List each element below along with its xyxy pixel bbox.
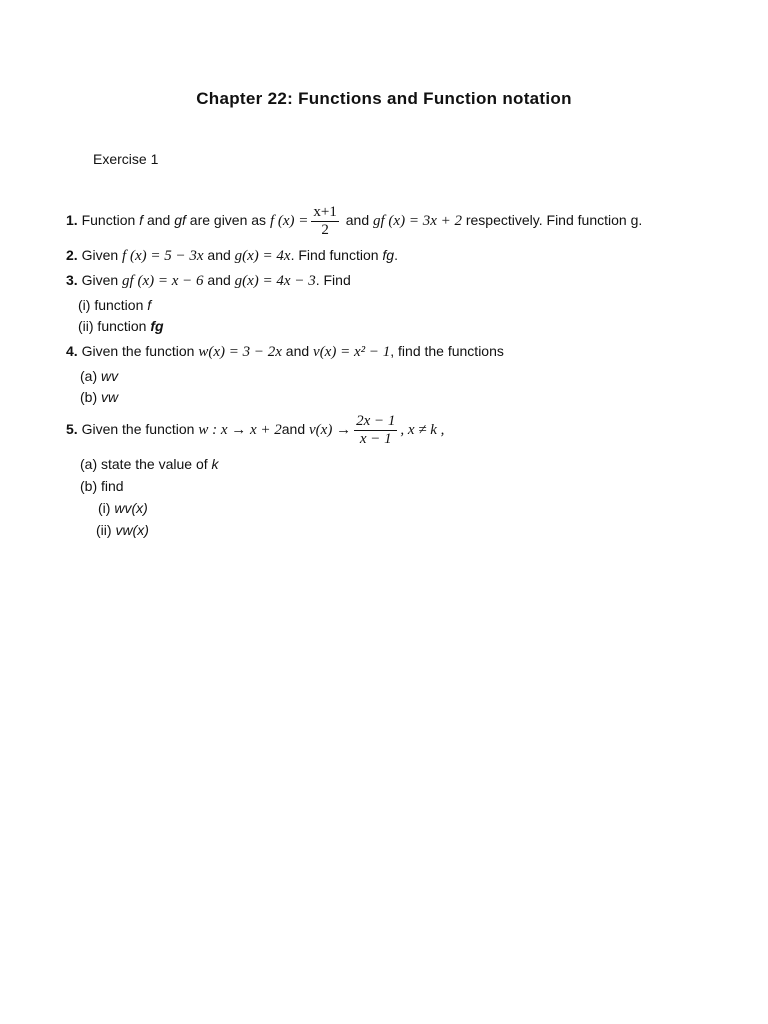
sub-question-5-b: [80, 478, 124, 494]
page-title: Chapter 22: Functions and Function notation: [196, 89, 572, 108]
question-3: [66, 272, 351, 290]
fraction: [311, 204, 338, 239]
sub-question-label: (b): [80, 389, 98, 405]
question-text: Given: [81, 272, 119, 288]
fraction: [354, 413, 397, 448]
question-text: . Find: [315, 272, 351, 288]
math-expression: v(x) = x² − 1: [313, 344, 391, 360]
variable-f: f: [139, 212, 144, 229]
fraction-denominator: x − 1: [359, 431, 392, 447]
question-5: [66, 413, 444, 448]
sub-question-label: (ii) function: [78, 318, 147, 334]
variable-wv: wv: [101, 368, 119, 384]
question-text: . Find function: [290, 247, 379, 263]
question-text: .: [394, 247, 398, 263]
sub-question-label: (ii): [96, 522, 112, 538]
question-number: 2.: [66, 247, 78, 263]
variable-k: k: [211, 456, 219, 472]
question-1: [66, 204, 642, 239]
math-expression: w(x) = 3 − 2x: [198, 344, 282, 360]
question-text: respectively. Find function g.: [465, 212, 643, 229]
sub-question-5-b-ii: [96, 522, 149, 538]
sub-question-label: (i): [98, 500, 111, 516]
sub-question-4-b: [80, 389, 118, 405]
math-expression: g(x) = 4x − 3: [234, 273, 316, 289]
question-text: and: [345, 212, 370, 229]
sub-question-label: (a) state the value of: [80, 456, 208, 472]
question-text: Given the function: [81, 421, 195, 438]
question-number: 5.: [66, 421, 78, 438]
question-text: and: [281, 421, 306, 438]
math-expression: g(x) = 4x: [234, 248, 291, 264]
sub-question-3-ii: [78, 318, 164, 334]
math-expression: f (x) = 5 − 3x: [122, 248, 204, 264]
math-expression: v(x) →: [309, 422, 352, 439]
fraction-numerator: 2x − 1: [356, 413, 396, 429]
math-expression: w : x → x + 2: [198, 422, 282, 439]
question-text: Function: [81, 212, 136, 229]
question-text: and: [285, 343, 310, 359]
variable-vw-x: vw(x): [115, 522, 149, 538]
question-text: and: [207, 247, 231, 263]
sub-question-label: (a): [80, 368, 98, 384]
variable-f: f: [147, 297, 152, 313]
fraction-numerator: x+1: [313, 204, 337, 220]
exercise-heading: Exercise 1: [93, 151, 159, 167]
question-number: 4.: [66, 343, 78, 359]
variable-vw: vw: [101, 389, 119, 405]
question-number: 1.: [66, 212, 78, 229]
sub-question-5-b-i: [98, 500, 148, 516]
question-text: and: [146, 212, 171, 229]
sub-question-label: (i) function: [78, 297, 144, 313]
math-expression: , x ≠ k ,: [400, 422, 445, 439]
question-text: , find the functions: [390, 343, 504, 359]
sub-question-3-i: [78, 297, 151, 313]
question-text: and: [207, 272, 231, 288]
sub-question-label: (b) find: [80, 478, 124, 494]
sub-question-5-a: [80, 456, 219, 472]
fraction-denominator: 2: [321, 222, 329, 238]
variable-fg: fg: [382, 247, 395, 263]
variable-gf: gf: [174, 212, 186, 229]
question-number: 3.: [66, 272, 78, 288]
question-text: Given the function: [81, 343, 195, 359]
question-4: [66, 343, 504, 361]
math-expression: f (x) =: [269, 213, 309, 230]
variable-wv-x: wv(x): [114, 500, 148, 516]
question-2: [66, 247, 398, 265]
sub-question-4-a: [80, 368, 118, 384]
math-expression: gf (x) = x − 6: [122, 273, 204, 289]
question-text: Given: [81, 247, 119, 263]
question-text: are given as: [189, 212, 267, 229]
math-expression: gf (x) = 3x + 2: [373, 213, 462, 230]
variable-fg: fg: [150, 318, 164, 334]
